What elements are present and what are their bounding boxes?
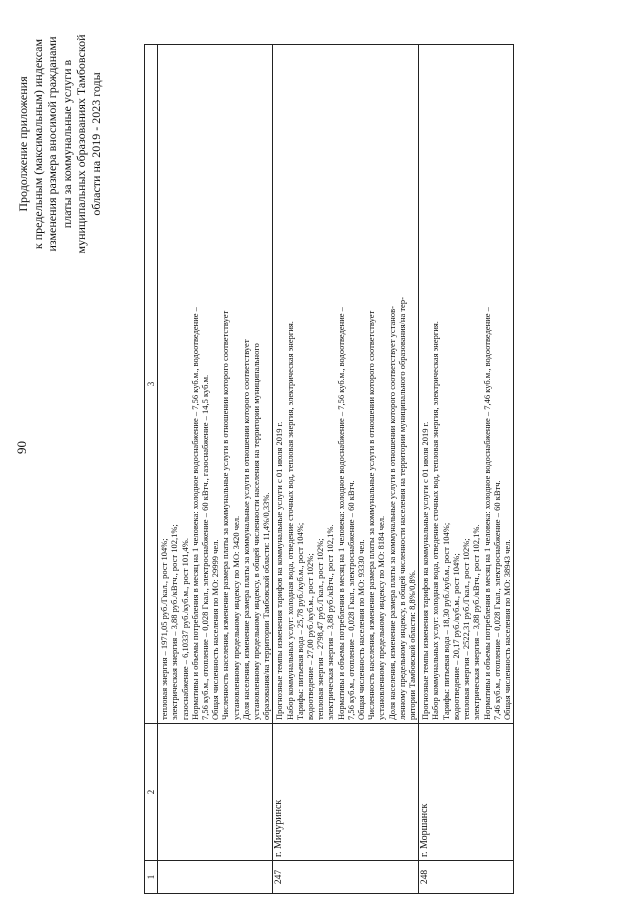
table-row	[158, 45, 273, 894]
table-row	[419, 45, 514, 894]
detail-line: образования/на территории Тамбовской области: 11,4%/0,33%.	[261, 492, 272, 720]
detail-line: Численность населения, изменение размера платы за коммунальные услуги в отношении которого соответствует	[220, 310, 231, 720]
table-row	[273, 45, 419, 894]
header-line: платы за коммунальные услуги в	[59, 59, 74, 229]
detail-line: 7,46 куб.м., отопление – 0,028 Гкал., электроснабжение – 60 кВтч.	[491, 480, 502, 720]
detail-line: Нормативы и объемы потребления в месяц на 1 человека: холодное водоснабжение – 7,56 куб.м., водоотведение –	[335, 307, 346, 720]
appendix-header	[16, 24, 103, 264]
header-line: муниципальных образованиях Тамбовской	[74, 34, 88, 254]
tariff-details	[419, 45, 514, 724]
detail-line: Общая численность населения по МО: 93330 чел.	[356, 539, 367, 720]
detail-line: Общая численность населения по МО: 29999 чел.	[210, 539, 221, 720]
column-header: 2	[145, 724, 158, 861]
municipality-name: г. Мичуринск	[273, 724, 419, 861]
detail-line: 7,56 куб.м., отопление – 0,028 Гкал., электроснабжение – 60 кВтч.	[345, 480, 356, 720]
header-line: к предельным (максимальным) индексам	[30, 38, 45, 250]
detail-line: тепловая энергия – 2522,31 руб./Гкал., рост 102%;	[461, 538, 472, 720]
detail-line: ленному предельному индексу, в общей численности населения на территории муниципального образования/на тер-	[396, 297, 407, 720]
detail-line: Набор коммунальных услуг: холодная вода, отведение сточных вод, тепловая энергия, электрическая энергия.	[284, 321, 295, 720]
tariff-table	[144, 44, 514, 894]
detail-line: Нормативы и объемы потребления в месяц на 1 человека: холодное водоснабжение – 7,46 куб.м., водоотведение –	[481, 307, 492, 720]
column-header: 1	[145, 861, 158, 894]
tariff-details	[273, 45, 419, 724]
detail-line: 7,56 куб.м., отопление – 0,028 Гкал., электроснабжение – 60 кВтч., газоснабжение – 14,5 куб.м.	[200, 374, 211, 720]
detail-line: Доля населения, изменение размера платы за коммунальные услуги в отношении которого соответствует установ-	[386, 306, 397, 720]
detail-line: ритории Тамбовской области: 8,8%/0,8%.	[407, 570, 418, 720]
detail-line: электрическая энергия – 3,88 руб./кВтч., рост 102,1%.	[325, 524, 336, 720]
detail-line: Доля населения, изменение размера платы за коммунальные услуги в отношении которого соответствует	[240, 339, 251, 720]
column-header: 3	[145, 45, 158, 724]
detail-line: Тарифы: питьевая вода – 25,78 руб./куб.м., рост 104%;	[294, 522, 305, 720]
detail-line: установленному предельному индексу, в общей численности населения на территории муниципального	[251, 343, 262, 720]
detail-line: тепловая энергия – 1971,05 руб./Гкал., рост 104%;	[159, 538, 170, 720]
municipality-name: г. Моршанск	[419, 724, 514, 861]
detail-line: установленному предельному индексу по МО: 8184 чел.	[376, 515, 387, 720]
table-body	[158, 45, 514, 894]
detail-line: Нормативы и объемы потребления в месяц на 1 человека: холодное водоснабжение – 7,56 куб.м., водоотведение –	[189, 307, 200, 720]
detail-line: водоотведение – 20,17 руб./куб.м., рост 104%;	[450, 553, 461, 720]
detail-line: Набор коммунальных услуг: холодная вода, отведение сточных вод, тепловая энергия, электрическая энергия.	[430, 321, 441, 720]
row-number: 248	[419, 861, 514, 894]
detail-line: Тарифы: питьевая вода – 18,30 руб./куб.м., рост 104%;	[440, 522, 451, 720]
detail-line: электрическая энергия – 3,88 руб./кВтч., рост 102,1%.	[471, 524, 482, 720]
page-number: 90	[14, 441, 29, 454]
header-line: изменения размера вносимой гражданами	[45, 36, 59, 252]
detail-line: тепловая энергия – 2798,47 руб./Гкал., рост 102%;	[315, 538, 326, 720]
detail-line: электрическая энергия – 3,88 руб./кВтч., рост 102,1%;	[169, 524, 180, 720]
detail-line: Численность населения, изменение размера платы за коммунальные услуги в отношении которого соответствует	[366, 310, 377, 720]
municipality-name	[158, 724, 273, 861]
header-line: области на 2019 - 2023 годы	[88, 72, 103, 216]
detail-line: газоснабжение – 6,10337 руб./куб.м., рост 101,4%.	[179, 538, 190, 720]
detail-line: Прогнозные темпы изменения тарифов на коммунальные услуги с 01 июля 2019 г.	[420, 421, 431, 720]
tariff-details	[158, 45, 273, 724]
row-number: 247	[273, 861, 419, 894]
detail-line: Общая численность населения по МО: 38943 чел.	[501, 539, 512, 720]
row-number	[158, 861, 273, 894]
detail-line: установленному предельному индексу по МО: 3420 чел.	[230, 515, 241, 720]
detail-line: водоотведение – 27,00 руб./куб.м., рост 102%;	[305, 553, 316, 720]
table-header-row	[145, 45, 158, 894]
header-line: Продолжение приложения	[16, 76, 30, 212]
detail-line: Прогнозные темпы изменения тарифов на коммунальные услуги с 01 июля 2019 г.	[274, 421, 285, 720]
rotated-page	[16, 14, 628, 894]
